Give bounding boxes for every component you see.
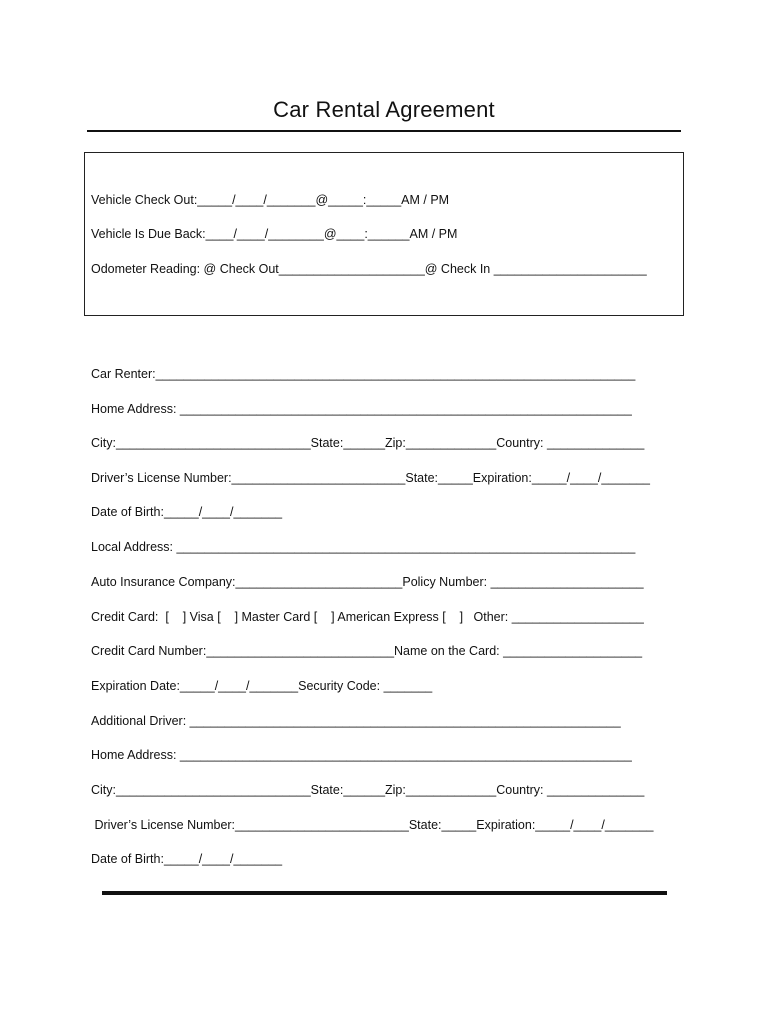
bottom-divider bbox=[102, 891, 667, 895]
additional-date-of-birth-field[interactable]: Date of Birth:_____/____/_______ bbox=[91, 852, 283, 866]
vehicle-check-out-line[interactable]: Vehicle Check Out:_____/____/_______@_____:_____AM / PM bbox=[91, 193, 450, 207]
car-renter-field[interactable]: Car Renter:_____________________________________________________________________ bbox=[91, 367, 636, 381]
home-address-field[interactable]: Home Address: _________________________________________________________________ bbox=[91, 402, 632, 416]
page-title: Car Rental Agreement bbox=[273, 97, 495, 122]
additional-home-address-field[interactable]: Home Address: _________________________________________________________________ bbox=[91, 748, 632, 762]
credit-card-number-field[interactable]: Credit Card Number:___________________________Name on the Card: ____________________ bbox=[91, 644, 643, 658]
drivers-license-field[interactable]: Driver’s License Number:_________________________State:_____Expiration:_____/____/_______ bbox=[91, 471, 651, 485]
credit-card-type-field[interactable]: Credit Card: [ ] Visa [ ] Master Card [ ] American Express [ ] Other: ___________________ bbox=[91, 610, 644, 624]
city-state-zip-country-field[interactable]: City:____________________________State:______Zip:_____________Country: ______________ bbox=[91, 436, 645, 450]
local-address-field[interactable]: Local Address: __________________________________________________________________ bbox=[91, 540, 636, 554]
expiration-security-field[interactable]: Expiration Date:_____/____/_______Security Code: _______ bbox=[91, 679, 433, 693]
additional-driver-field[interactable]: Additional Driver: ______________________________________________________________ bbox=[91, 714, 621, 728]
auto-insurance-field[interactable]: Auto Insurance Company:________________________Policy Number: ______________________ bbox=[91, 575, 644, 589]
date-of-birth-field[interactable]: Date of Birth:_____/____/_______ bbox=[91, 505, 283, 519]
odometer-reading-line[interactable]: Odometer Reading: @ Check Out_____________________@ Check In ______________________ bbox=[91, 262, 647, 276]
vehicle-due-back-line[interactable]: Vehicle Is Due Back:____/____/________@____:______AM / PM bbox=[91, 227, 458, 241]
title-underline bbox=[87, 130, 681, 132]
additional-city-state-zip-country-field[interactable]: City:____________________________State:______Zip:_____________Country: ______________ bbox=[91, 783, 645, 797]
additional-drivers-license-field[interactable]: Driver’s License Number:_________________________State:_____Expiration:_____/____/_______ bbox=[91, 818, 654, 832]
